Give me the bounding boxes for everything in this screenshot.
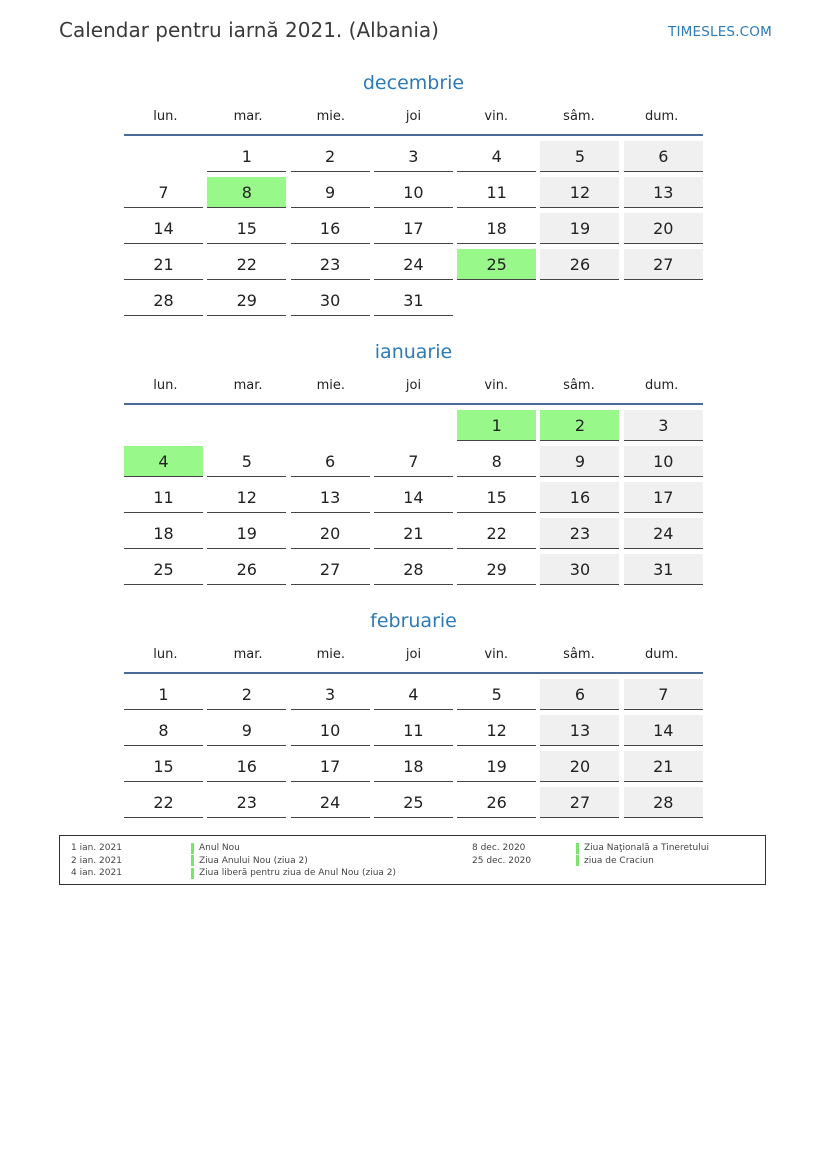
legend-date: 2 ian. 2021: [71, 855, 122, 866]
day-cell[interactable]: 11: [457, 177, 536, 208]
day-cell[interactable]: 6: [624, 141, 703, 172]
empty-cell: [291, 410, 370, 441]
day-cell[interactable]: 8: [124, 715, 203, 746]
week-row: [124, 249, 703, 285]
day-cell[interactable]: 13: [291, 482, 370, 513]
day-cell[interactable]: 24: [624, 518, 703, 549]
day-cell[interactable]: 4: [374, 679, 453, 710]
day-cell[interactable]: 18: [374, 751, 453, 782]
legend-date: 4 ian. 2021: [71, 868, 122, 878]
day-cell[interactable]: 30: [540, 554, 619, 585]
weekday-label: mie.: [316, 647, 345, 662]
day-cell[interactable]: 17: [291, 751, 370, 782]
week-row: [124, 410, 703, 446]
week-row: [124, 285, 703, 321]
site-link[interactable]: TIMESLES.COM: [668, 24, 772, 40]
day-cell[interactable]: 6: [540, 679, 619, 710]
weekday-label: joi: [405, 109, 422, 124]
day-cell[interactable]: 17: [624, 482, 703, 513]
day-cell[interactable]: 15: [457, 482, 536, 513]
week-row: [124, 679, 703, 715]
empty-cell: [124, 141, 203, 172]
day-cell[interactable]: 27: [540, 787, 619, 818]
weekday-label: joi: [405, 378, 422, 393]
day-cell[interactable]: 7: [124, 177, 203, 208]
header-divider: [124, 134, 703, 136]
month-title: decembrie: [362, 72, 465, 94]
weekday-label: mar.: [233, 109, 263, 124]
day-cell[interactable]: 28: [374, 554, 453, 585]
empty-cell: [624, 285, 703, 316]
weekday-label: sâm.: [563, 109, 595, 124]
holiday-legend: [59, 835, 766, 885]
legend-date: 8 dec. 2020: [472, 843, 526, 853]
day-cell[interactable]: 15: [124, 751, 203, 782]
month-ianuarie: [124, 339, 703, 590]
empty-cell: [374, 410, 453, 441]
month-februarie: [124, 608, 703, 823]
day-cell[interactable]: 25: [124, 554, 203, 585]
day-cell[interactable]: 16: [291, 213, 370, 244]
day-cell[interactable]: 15: [207, 213, 286, 244]
day-cell[interactable]: 29: [457, 554, 536, 585]
legend-marker: [191, 855, 194, 866]
day-cell[interactable]: 3: [624, 410, 703, 441]
weekday-label: joi: [405, 647, 422, 662]
weekday-label: lun.: [153, 647, 178, 662]
empty-cell: [457, 285, 536, 316]
day-cell[interactable]: 19: [540, 213, 619, 244]
day-cell[interactable]: 27: [624, 249, 703, 280]
legend-marker: [576, 855, 579, 866]
day-cell[interactable]: 3: [291, 679, 370, 710]
legend-date: 25 dec. 2020: [472, 855, 532, 866]
day-cell[interactable]: 5: [457, 679, 536, 710]
day-cell[interactable]: 2: [291, 141, 370, 172]
day-cell[interactable]: 18: [124, 518, 203, 549]
legend-holiday-name: Ziua liberă pentru ziua de Anul Nou (ziua 2): [199, 868, 397, 878]
day-cell[interactable]: 26: [540, 249, 619, 280]
day-cell[interactable]: 17: [374, 213, 453, 244]
weekday-label: mie.: [316, 378, 345, 393]
header-divider: [124, 672, 703, 674]
weekday-label: dum.: [645, 647, 679, 662]
legend-marker: [191, 868, 194, 879]
day-cell[interactable]: 10: [624, 446, 703, 477]
day-cell[interactable]: 1: [124, 679, 203, 710]
weekday-label: lun.: [153, 109, 178, 124]
day-cell[interactable]: 21: [374, 518, 453, 549]
day-cell[interactable]: 14: [624, 715, 703, 746]
empty-cell: [124, 410, 203, 441]
day-cell[interactable]: 12: [207, 482, 286, 513]
day-cell[interactable]: 4: [124, 446, 203, 477]
day-cell[interactable]: 11: [124, 482, 203, 513]
day-cell[interactable]: 9: [207, 715, 286, 746]
weekday-label: mar.: [233, 378, 263, 393]
day-cell[interactable]: 5: [540, 141, 619, 172]
day-cell[interactable]: 25: [457, 249, 536, 280]
day-cell[interactable]: 22: [207, 249, 286, 280]
week-row: [124, 715, 703, 751]
legend-holiday-name: Anul Nou: [199, 843, 240, 853]
day-cell[interactable]: 14: [374, 482, 453, 513]
day-cell[interactable]: 6: [291, 446, 370, 477]
empty-cell: [540, 285, 619, 316]
day-cell[interactable]: 20: [540, 751, 619, 782]
day-cell[interactable]: 24: [291, 787, 370, 818]
day-cell[interactable]: 23: [207, 787, 286, 818]
weekday-label: vin.: [484, 378, 509, 393]
day-cell[interactable]: 7: [624, 679, 703, 710]
weekday-label: vin.: [484, 109, 509, 124]
day-cell[interactable]: 12: [540, 177, 619, 208]
day-cell[interactable]: 18: [457, 213, 536, 244]
day-cell[interactable]: 31: [624, 554, 703, 585]
weekday-label: mie.: [316, 109, 345, 124]
weekday-header: [124, 645, 703, 665]
weekday-header: [124, 107, 703, 127]
day-cell[interactable]: 2: [540, 410, 619, 441]
month-title: ianuarie: [374, 341, 453, 363]
day-cell[interactable]: 24: [374, 249, 453, 280]
weekday-label: dum.: [645, 378, 679, 393]
day-cell[interactable]: 5: [207, 446, 286, 477]
day-cell[interactable]: 10: [291, 715, 370, 746]
weekday-label: mar.: [233, 647, 263, 662]
week-row: [124, 554, 703, 590]
week-row: [124, 446, 703, 482]
day-cell[interactable]: 2: [207, 679, 286, 710]
weekday-header: [124, 376, 703, 396]
day-cell[interactable]: 13: [624, 177, 703, 208]
legend-holiday-name: ziua de Craciun: [584, 855, 654, 866]
weekday-label: vin.: [484, 647, 509, 662]
day-cell[interactable]: 27: [291, 554, 370, 585]
week-row: [124, 177, 703, 213]
legend-holiday-name: Ziua Naţională a Tineretului: [584, 843, 709, 853]
day-cell[interactable]: 1: [207, 141, 286, 172]
month-title: februarie: [370, 610, 457, 632]
legend-marker: [191, 843, 194, 854]
day-cell[interactable]: 28: [124, 285, 203, 316]
weekday-label: sâm.: [563, 378, 595, 393]
legend-date: 1 ian. 2021: [71, 843, 122, 853]
header-divider: [124, 403, 703, 405]
day-cell[interactable]: 8: [457, 446, 536, 477]
legend-marker: [576, 843, 579, 854]
day-cell[interactable]: 20: [624, 213, 703, 244]
month-decembrie: [124, 70, 703, 321]
week-row: [124, 518, 703, 554]
day-cell[interactable]: 16: [540, 482, 619, 513]
day-cell[interactable]: 25: [374, 787, 453, 818]
day-cell[interactable]: 14: [124, 213, 203, 244]
day-cell[interactable]: 21: [124, 249, 203, 280]
day-cell[interactable]: 22: [457, 518, 536, 549]
day-cell[interactable]: 28: [624, 787, 703, 818]
weekday-label: dum.: [645, 109, 679, 124]
day-cell[interactable]: 11: [374, 715, 453, 746]
day-cell[interactable]: 3: [374, 141, 453, 172]
day-cell[interactable]: 22: [124, 787, 203, 818]
weekday-label: lun.: [153, 378, 178, 393]
day-cell[interactable]: 7: [374, 446, 453, 477]
day-cell[interactable]: 26: [207, 554, 286, 585]
day-cell[interactable]: 1: [457, 410, 536, 441]
week-row: [124, 787, 703, 823]
day-cell[interactable]: 30: [291, 285, 370, 316]
day-cell[interactable]: 31: [374, 285, 453, 316]
day-cell[interactable]: 13: [540, 715, 619, 746]
day-cell[interactable]: 26: [457, 787, 536, 818]
week-row: [124, 213, 703, 249]
week-row: [124, 141, 703, 177]
day-cell[interactable]: 21: [624, 751, 703, 782]
day-cell[interactable]: 16: [207, 751, 286, 782]
day-cell[interactable]: 4: [457, 141, 536, 172]
day-cell[interactable]: 20: [291, 518, 370, 549]
day-cell[interactable]: 10: [374, 177, 453, 208]
day-cell[interactable]: 9: [291, 177, 370, 208]
day-cell[interactable]: 12: [457, 715, 536, 746]
week-row: [124, 482, 703, 518]
day-cell[interactable]: 9: [540, 446, 619, 477]
weekday-label: sâm.: [563, 647, 595, 662]
legend-holiday-name: Ziua Anului Nou (ziua 2): [199, 855, 308, 866]
day-cell[interactable]: 23: [540, 518, 619, 549]
day-cell[interactable]: 8: [207, 177, 286, 208]
empty-cell: [207, 410, 286, 441]
page-title: Calendar pentru iarnă 2021. (Albania): [59, 18, 439, 42]
week-row: [124, 751, 703, 787]
day-cell[interactable]: 19: [207, 518, 286, 549]
day-cell[interactable]: 29: [207, 285, 286, 316]
day-cell[interactable]: 19: [457, 751, 536, 782]
day-cell[interactable]: 23: [291, 249, 370, 280]
